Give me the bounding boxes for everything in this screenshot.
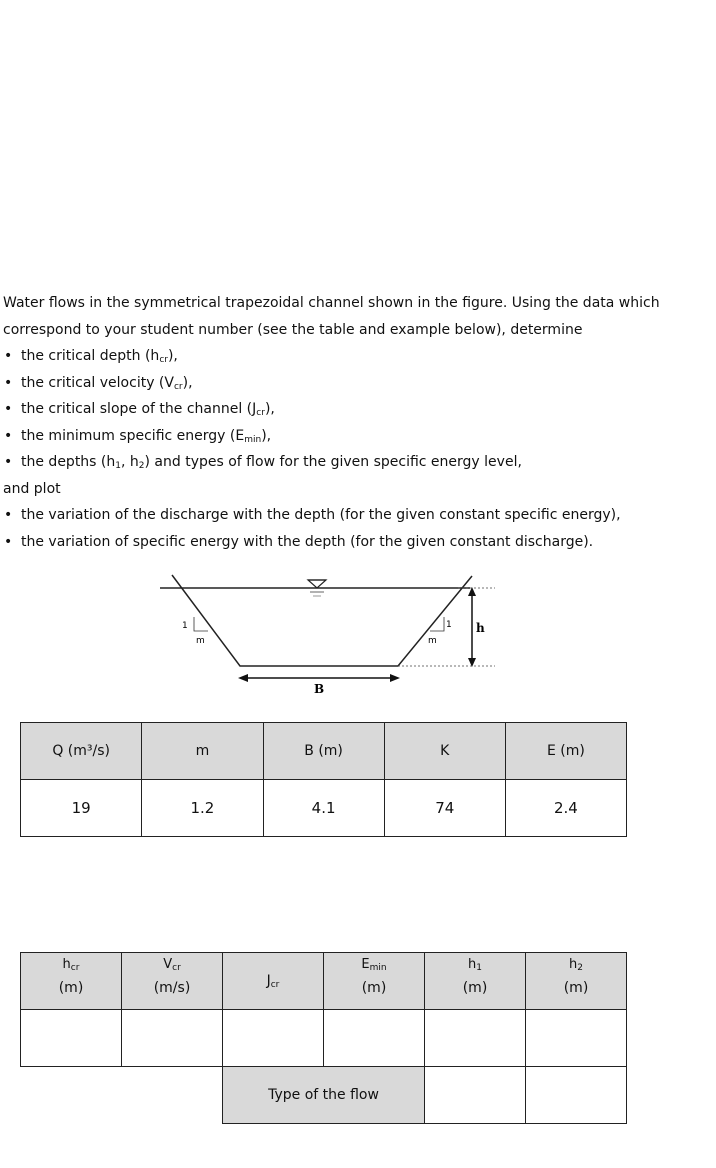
table-header-row: [21, 953, 627, 1010]
answer-cell[interactable]: [324, 1010, 425, 1067]
header-cell: Q (m³/s): [21, 723, 142, 780]
table-row: [21, 1010, 627, 1067]
header-cell: $V_{cr}$ (m/s): [122, 953, 223, 1010]
header-cell: $h_{cr}$ (m): [21, 953, 122, 1010]
answer-cell[interactable]: [223, 1010, 324, 1067]
left-slope-vertical: 1: [182, 621, 188, 631]
plot-item: • the variation of the discharge with the depth (for the given constant specific energy),: [3, 502, 703, 529]
answer-cell[interactable]: [526, 1067, 627, 1124]
value-cell: 19: [21, 780, 142, 837]
header-cell: E (m): [505, 723, 626, 780]
and-plot-text: and plot: [3, 480, 61, 497]
table-row: [21, 780, 627, 837]
answer-table: [20, 952, 627, 1124]
value-cell: 74: [384, 780, 505, 837]
answer-cell[interactable]: [425, 1010, 526, 1067]
plot-item: • the variation of specific energy with the depth (for the given constant discharge).: [3, 529, 703, 556]
table-row: [21, 1067, 627, 1124]
header-cell: $E_{min}$ (m): [324, 953, 425, 1010]
header-cell: B (m): [263, 723, 384, 780]
header-cell: m: [142, 723, 263, 780]
value-cell: 4.1: [263, 780, 384, 837]
left-slope-horizontal: m: [196, 636, 205, 646]
depth-label: h: [476, 621, 485, 635]
value-cell: 1.2: [142, 780, 263, 837]
answer-cell[interactable]: [21, 1010, 122, 1067]
task-item: • the critical slope of the channel $(J_{cr})$,: [3, 396, 703, 423]
task-item: • the depths ($h_1$, $h_2$) and types of flow for the given specific energy level,: [3, 449, 703, 476]
input-data-table: [20, 722, 627, 837]
header-cell: $J_{cr}$: [223, 953, 324, 1010]
task-item: • the minimum specific energy $(E_{min})$,: [3, 423, 703, 450]
intro-paragraph: Water flows in the symmetrical trapezoidal channel shown in the figure. Using the data which correspond to your student number (see the table and example below), determine: [3, 295, 660, 338]
trapezoidal-channel-figure: [150, 570, 500, 705]
value-cell: 2.4: [505, 780, 626, 837]
task-item: • the critical depth $(h_{cr})$,: [3, 343, 703, 370]
right-slope-horizontal: m: [428, 636, 437, 646]
answer-cell[interactable]: [122, 1010, 223, 1067]
width-label: B: [314, 682, 325, 696]
task-list-determine: [3, 343, 703, 476]
answer-cell[interactable]: [526, 1010, 627, 1067]
task-item: • the critical velocity $(V_{cr})$,: [3, 370, 703, 397]
task-list-plot: [3, 502, 703, 555]
table-header-row: [21, 723, 627, 780]
problem-statement: [3, 290, 703, 555]
header-cell: K: [384, 723, 505, 780]
flow-type-label: Type of the flow: [223, 1067, 425, 1124]
left-slope-triangle: [194, 617, 208, 631]
answer-cell[interactable]: [425, 1067, 526, 1124]
right-slope-vertical: 1: [446, 620, 452, 630]
empty-cell: [122, 1067, 223, 1124]
header-cell: $h_2$ (m): [526, 953, 627, 1010]
empty-cell: [21, 1067, 122, 1124]
header-cell: $h_1$ (m): [425, 953, 526, 1010]
